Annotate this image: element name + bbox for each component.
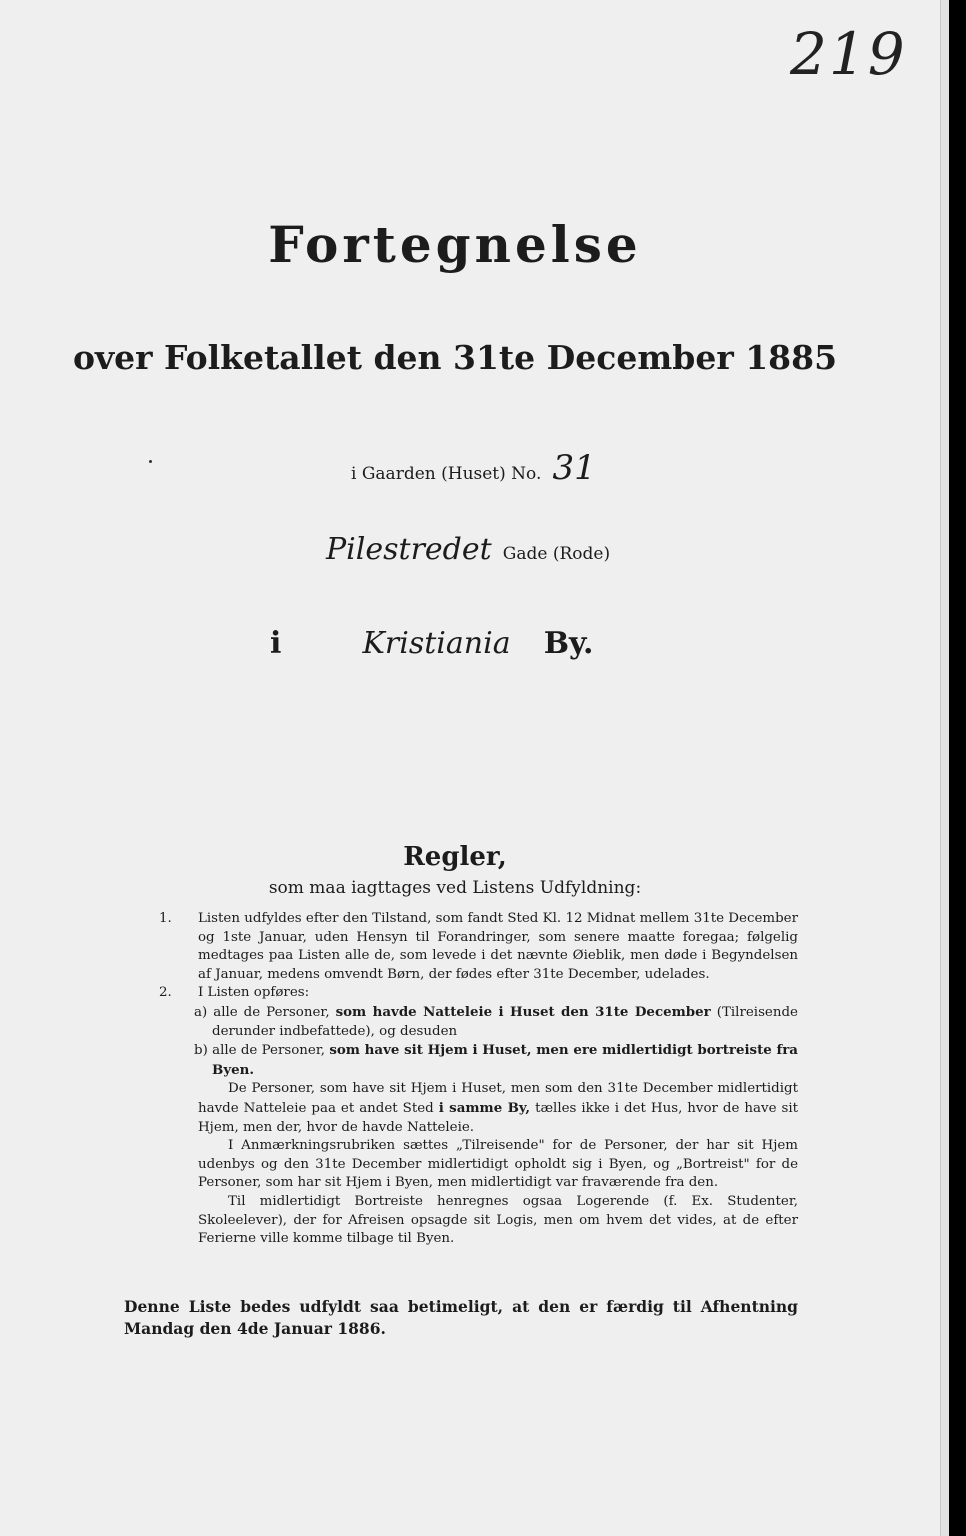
rule-1-text: Listen udfyldes efter den Tilstand, som fandt Sted Kl. 12 Midnat mellem 31te December og 1ste Januar, uden Hensyn til Forandringer, som senere maatte foregaa; følgelig medtages paa Listen alle de, som levede i det nævnte Øieblik, men døde i Begyndelsen af Januar, medens omvendt Børn, der fødes efter 31te December, udelades. bbox=[198, 911, 798, 982]
rule-2-number: 2. bbox=[159, 985, 172, 1001]
rule-2b-pre: b) alle de Personer, bbox=[194, 1043, 326, 1059]
rule-2 bbox=[160, 984, 798, 1003]
rules-heading: Regler, bbox=[403, 842, 507, 872]
page-edge bbox=[940, 0, 949, 1536]
rule-2-text: I Listen opføres: bbox=[198, 985, 310, 1001]
rule-2a-pre: a) alle de Personer, bbox=[194, 1004, 330, 1020]
rule-1 bbox=[160, 910, 798, 984]
footer-line-1: Denne Liste bedes udfyldt saa betimeligt, at den er færdig til Afhentning bbox=[124, 1297, 798, 1316]
city-row bbox=[270, 626, 593, 661]
form-title: Fortegnelse bbox=[268, 215, 642, 274]
street-row bbox=[320, 532, 610, 567]
rule-2a-post: (Tilreisende derunder indbefattede), og desuden bbox=[212, 1004, 798, 1039]
rule-1-number: 1. bbox=[159, 911, 172, 926]
rule-para-1-bold: i samme By, bbox=[438, 1099, 531, 1116]
city-value: Kristiania bbox=[362, 626, 511, 661]
rule-para-1-pre: De Personer, som have sit Hjem i Huset, men som den 31te December midlertidigt havde Natteleie paa et andet Sted bbox=[198, 1081, 798, 1116]
rules-subheading: som maa iagttages ved Listens Udfyldning: bbox=[268, 878, 642, 898]
rule-2b-bold: som have sit Hjem i Huset, men ere midlertidigt bortreiste fra Byen. bbox=[212, 1042, 798, 1078]
rules-text bbox=[160, 910, 798, 1249]
city-prefix: i bbox=[270, 626, 282, 661]
rule-2a-bold: som havde Natteleie i Huset den 31te December bbox=[335, 1003, 711, 1020]
rule-para-3: Til midlertidigt Bortreiste henregnes ogsaa Logerende (f. Ex. Studenter, Skoleelever), der for Afreisen opsagde sit Logis, men om hvem det vides, at de efter Ferierne ville komme tilbage til Byen. bbox=[198, 1193, 798, 1247]
footer-notice bbox=[124, 1296, 798, 1340]
rule-para-2: I Anmærkningsrubriken sættes „Tilreisende" for de Personer, der har sit Hjem udenbys og den 31te December midlertidigt opholdt sig i Byen, og „Bortreist" for de Personer, som har sit Hjem i Byen, men midlertidigt var fraværende fra den. bbox=[198, 1138, 798, 1191]
house-number-value: 31 bbox=[552, 448, 596, 488]
house-label: i Gaarden (Huset) No. bbox=[351, 464, 542, 484]
footer-line-2: Mandag den 4de Januar 1886. bbox=[124, 1319, 386, 1338]
rule-2b bbox=[160, 1041, 798, 1080]
street-label: Gade (Rode) bbox=[502, 544, 611, 564]
rule-para-1 bbox=[160, 1080, 798, 1137]
folio-number: 219 bbox=[790, 20, 907, 88]
form-subtitle: over Folketallet den 31te December 1885 bbox=[72, 338, 838, 377]
house-number-row bbox=[351, 448, 602, 488]
city-suffix: By. bbox=[543, 626, 594, 661]
rule-2a bbox=[160, 1003, 798, 1041]
street-value: Pilestredet bbox=[326, 532, 492, 567]
rule-para-1-post: tælles ikke i det Hus, hvor de have sit Hjem, men der, hvor de havde Natteleie. bbox=[198, 1100, 799, 1135]
ink-dot bbox=[149, 460, 152, 463]
